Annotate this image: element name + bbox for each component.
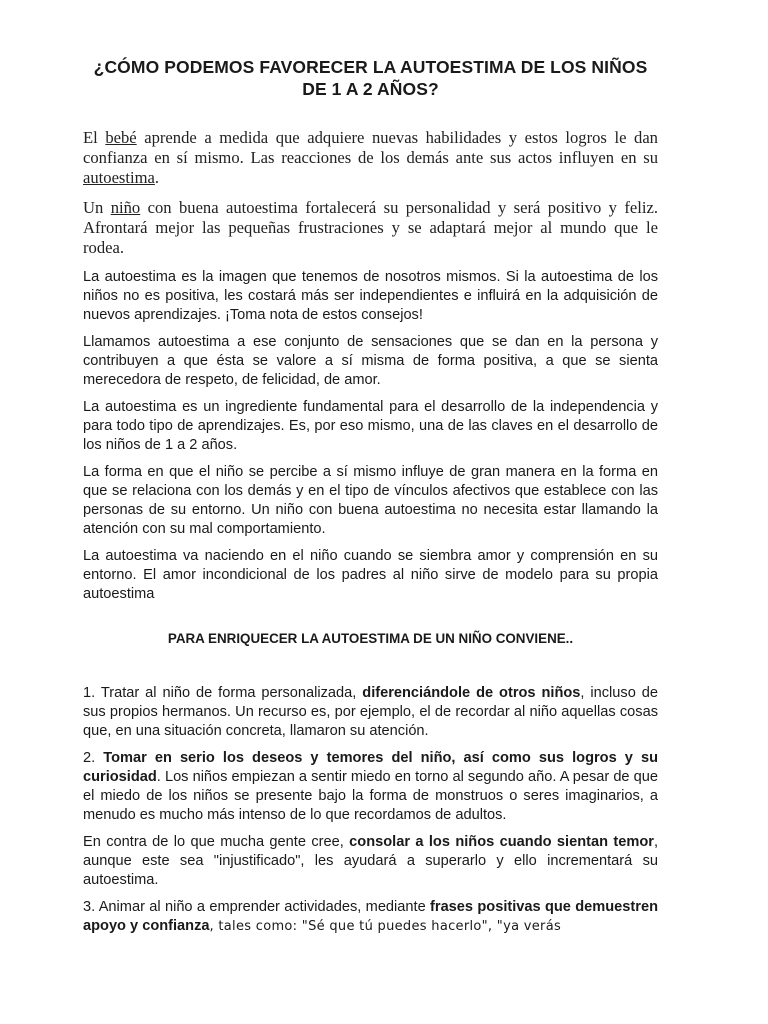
intro-paragraph-2 (83, 198, 658, 258)
paragraph: La forma en que el niño se percibe a sí mismo influye de gran manera en la forma en que se relaciona con los demás y en el tipo de vínculos afectivos que establece con las personas de su entorno. Un niño con buena autoestima no necesita estar llamando la atención con su mal comportamiento. (83, 464, 658, 537)
tip-emphasis: consolar a los niños cuando sientan temor (349, 834, 654, 850)
tip-text: 2. (83, 750, 104, 766)
section-heading: PARA ENRIQUECER LA AUTOESTIMA DE UN NIÑO CONVIENE.. (167, 631, 574, 646)
intro-paragraph-1 (83, 128, 658, 188)
paragraph: La autoestima es un ingrediente fundamental para el desarrollo de la independencia y para todo tipo de aprendizajes. Es, por eso mismo, una de las claves en el desarrollo de los niños de 1 a 2 años. (83, 399, 658, 453)
document-page (83, 56, 658, 936)
tip-text: En contra de lo que mucha gente cree, (83, 834, 350, 850)
intro-text: El (83, 128, 106, 147)
tip-text: 1. Tratar al niño de forma personalizada, (83, 685, 363, 701)
intro-text: aprende a medida que adquiere nuevas habilidades y estos logros le dan confianza en sí mismo. Las reacciones de los demás ante sus actos influyen en su (83, 128, 658, 167)
link-bebe[interactable]: bebé (105, 128, 137, 147)
tip-text: , incluso de sus propios hermanos. Un recurso es, por ejemplo, el de recordar al niño aquellas cosas que, en una situación concreta, llamaron su atención. (83, 685, 658, 739)
tip-3 (83, 898, 658, 936)
intro-text: Un (83, 198, 111, 217)
tip-emphasis: Tomar en serio los deseos y temores del niño, así como sus logros y su curiosidad (83, 750, 658, 785)
tip-emphasis: diferenciándole de otros niños (362, 685, 581, 701)
paragraph: La autoestima es la imagen que tenemos de nosotros mismos. Si la autoestima de los niños no es positiva, les costará más ser independientes e influirá en la adquisición de nuevos aprendizajes. ¡Toma nota de estos consejos! (83, 269, 658, 323)
intro-text: con buena autoestima fortalecerá su personalidad y será positivo y feliz. Afrontará mejor las pequeñas frustraciones y se adaptará mejor al mundo que le rodea. (83, 198, 658, 257)
tip-2 (83, 749, 658, 825)
link-autoestima[interactable]: autoestima (83, 168, 155, 187)
tip-emphasis: frases positivas que demuestren apoyo y confianza (83, 899, 658, 934)
tip-text: , tales como: "Sé que tú puedes hacerlo", "ya verás (209, 919, 562, 934)
tip-text: . Los niños empiezan a sentir miedo en torno al segundo año. A pesar de que el miedo de los niños se presente bajo la forma de monstruos o seres imaginarios, a menudo es mucho más intenso de lo que recordamos de adultos. (83, 769, 658, 823)
paragraph: La autoestima va naciendo en el niño cuando se siembra amor y comprensión en su entorno. El amor incondicional de los padres al niño sirve de modelo para su propia autoestima (83, 548, 658, 602)
tip-text: , aunque este sea "injustificado", les ayudará a superarlo y ello incrementará su autoestima. (83, 834, 658, 888)
tip-2-continued (83, 833, 658, 890)
tip-text: 3. Animar al niño a emprender actividades, mediante (83, 899, 431, 915)
link-nino[interactable]: niño (110, 198, 141, 217)
document-title: ¿CÓMO PODEMOS FAVORECER LA AUTOESTIMA DE LOS NIÑOS DE 1 A 2 AÑOS? (93, 57, 648, 99)
intro-text: . (154, 168, 160, 187)
paragraph: Llamamos autoestima a ese conjunto de sensaciones que se dan en la persona y contribuyen a que ésta se valore a sí misma de forma positiva, a que se sienta merecedora de respeto, de felicidad, de amor. (83, 334, 658, 388)
spacer (83, 648, 658, 684)
tip-1 (83, 684, 658, 741)
